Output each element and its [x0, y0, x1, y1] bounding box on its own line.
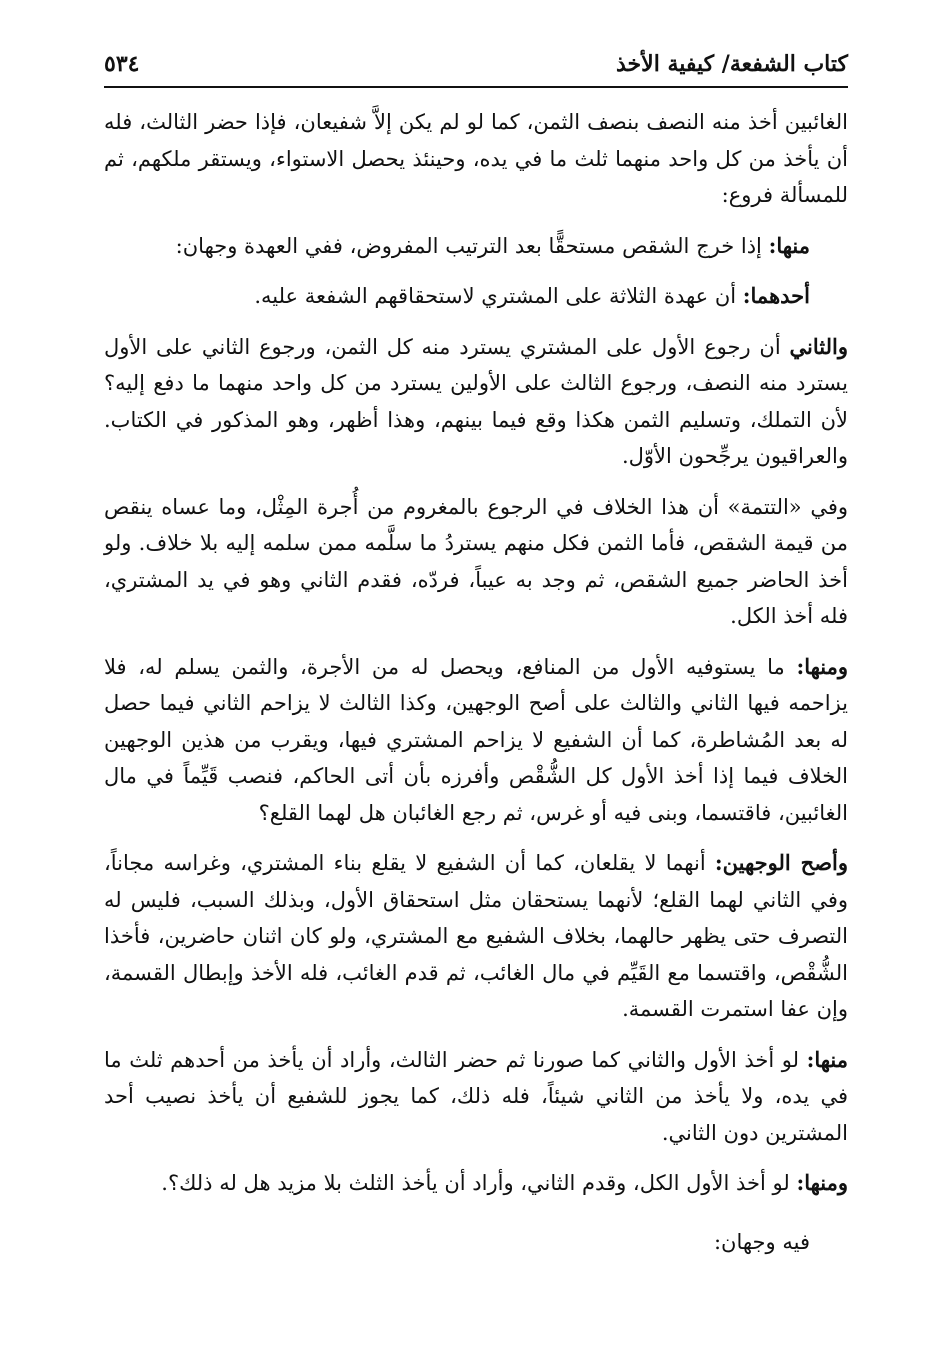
- body-text: [104, 104, 848, 1274]
- paragraph-8: [104, 1042, 848, 1152]
- paragraph-2: [104, 228, 848, 265]
- paragraph-text: وفي «التتمة» أن هذا الخلاف في الرجوع بالمغروم من أُجرة المِثْل، وما عساه ينقص من قيمة الشقص، فأما الثمن فكل منهم يستردُ ما سلَّمه ممن سلمه إليه بلا خلاف. ولو أخذ الحاضر جميع الشقص، ثم وجد به عيباً، فردّه، فقدم الثاني وهو في يد المشتري، فله أخذ الكل.: [104, 494, 848, 628]
- paragraph-text: لو أخذ الأول الكل، وقدم الثاني، وأراد أن يأخذ الثلث بلا مزيد هل له ذلك؟.: [161, 1171, 797, 1195]
- paragraph-lead: أحدهما:: [742, 283, 810, 308]
- paragraph-text: أنهما لا يقلعان، كما أن الشفيع لا يقلع بناء المشتري، وغراسه مجاناً، وفي الثاني لهما القلع؛ لأنهما يستحقان مثل استحقاق الأول، وبذلك السبب، فليس له التصرف حتى يظهر حالهما، بخلاف الشفيع مع المشتري، ولو كان اثنان حاضرين، فأخذا الشُّقْص، واقتسما مع القَيِّم في مال الغائب، ثم قدم الغائب، فله الأخذ وإبطال القسمة، وإن عفا استمرت القسمة.: [104, 851, 848, 1021]
- paragraph-lead: وأصح الوجهين:: [714, 850, 848, 875]
- paragraph-text: إذا خرج الشقص مستحقًّا بعد الترتيب المفروض، ففي العهدة وجهان:: [175, 233, 769, 258]
- paragraph-lead: منها:: [768, 232, 810, 258]
- paragraph-lead: ومنها:: [796, 1170, 848, 1195]
- paragraph-text: ما يستوفيه الأول من المنافع، ويحصل له من الأجرة، والثمن يسلم له، فلا يزاحمه فيها الثاني والثالث على أصح الوجهين، وكذا الثالث لا يزاحم الثاني فيما حصل له بعد المُشاطرة، كما أن الشفيع لا يزاحم المشتري فيها، ويقرب من هذين الوجهين الخلاف فيما إذا أخذ الأول كل الشُّقْص وأفرزه بأن أتى الحاكم، فنصب قَيِّماً في مال الغائبين، فاقتسما، وبنى فيه أو غرس، ثم رجع الغائبان هل لهما القلع؟: [104, 654, 848, 825]
- final-line: فيه وجهان:: [713, 1229, 810, 1254]
- paragraph-lead: والثاني: [789, 333, 848, 359]
- paragraph-3: [104, 278, 848, 315]
- paragraph-7: [104, 845, 848, 1028]
- paragraph-text: لو أخذ الأول والثاني كما صورنا ثم حضر الثالث، وأراد أن يأخذ من أحدهم ثلث ما في يده، ولا يأخذ من الثاني شيئاً، فله ذلك، كما يجوز للشفيع أن يأخذ نصيب أحد المشترين دون الثاني.: [104, 1047, 848, 1145]
- paragraph-lead: منها:: [806, 1046, 848, 1072]
- paragraph-4: [104, 329, 848, 475]
- paragraph-text: الغائبين أخذ منه النصف بنصف الثمن، كما لو لم يكن إلاَّ شفيعان، فإذا حضر الثالث، فله أن يأخذ من كل واحد منهما ثلث ما في يده، وحينئذ يحصل الاستواء، ويستقر ملكهم، ثم للمسألة فروع:: [104, 110, 848, 207]
- running-title: كتاب الشفعة/ كيفية الأخذ: [616, 51, 848, 77]
- paragraph-6: [104, 649, 848, 832]
- paragraph-text: أن عهدة الثلاثة على المشتري لاستحقاقهم الشفعة عليه.: [254, 284, 743, 308]
- paragraph-5: [104, 489, 848, 635]
- header-rule: [104, 86, 848, 88]
- paragraph-lead: ومنها:: [796, 653, 848, 679]
- paragraph-9: [104, 1165, 848, 1202]
- paragraph-text: أن رجوع الأول على المشتري يسترد منه كل الثمن، ورجوع الثاني على الأول يسترد منه النصف، ورجوع الثالث على الأولين يسترد من كل واحد منهما ما دفع إليه؟ لأن التملك، وتسليم الثمن هكذا وقع فيما بينهم، وهذا أظهر، وهو المذكور في الكتاب. والعراقيون يرجِّحون الأوّل.: [104, 334, 848, 468]
- page-header: [104, 44, 848, 84]
- page-number: ٥٣٤: [104, 51, 140, 77]
- paragraph-1: [104, 104, 848, 214]
